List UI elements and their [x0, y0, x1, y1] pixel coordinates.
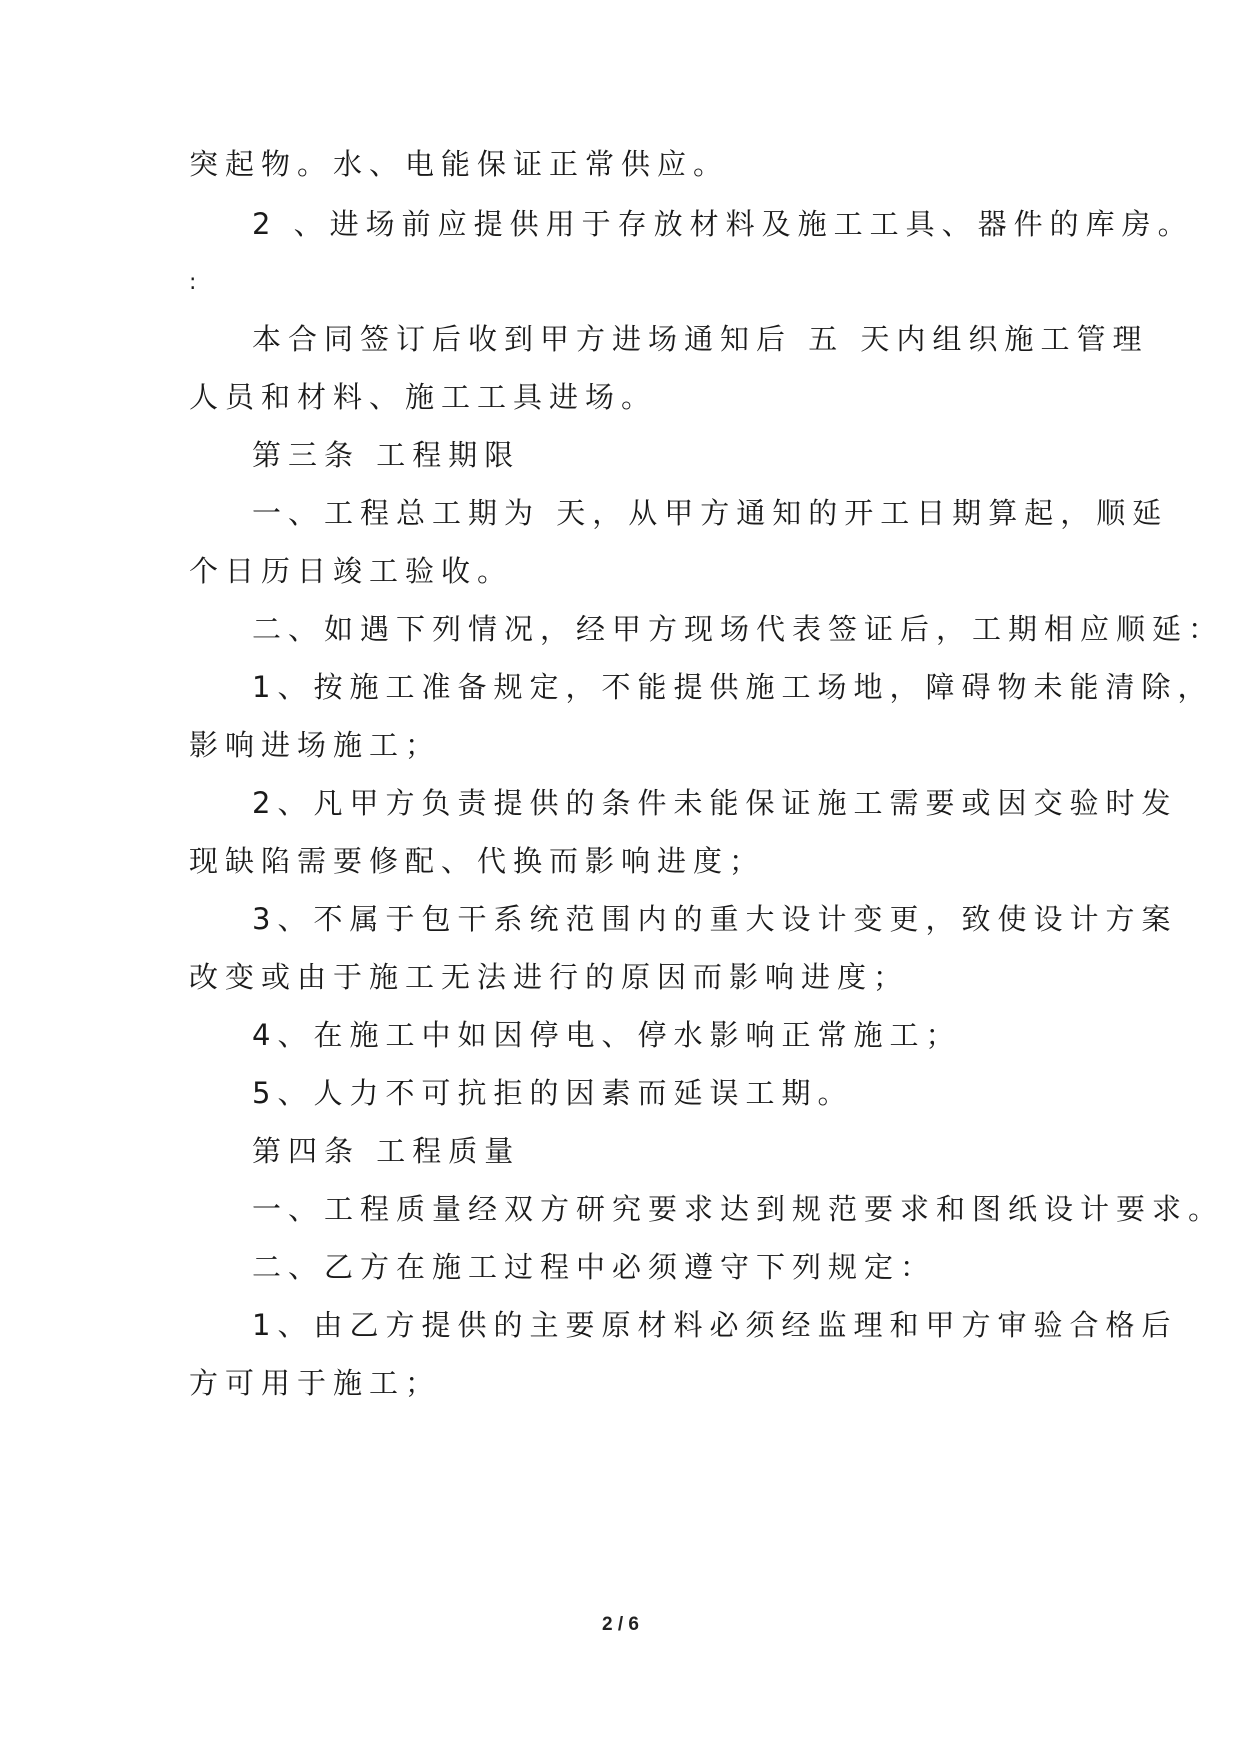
- text-line: :: [189, 270, 197, 295]
- text-line: 1、由乙方提供的主要原材料必须经监理和甲方审验合格后: [252, 1308, 1178, 1342]
- text-line: 4、在施工中如因停电、停水影响正常施工；: [252, 1018, 962, 1052]
- text-line: 二、如遇下列情况，经甲方现场代表签证后，工期相应顺延：: [252, 612, 1225, 646]
- text-line: 影响进场施工；: [189, 728, 442, 762]
- page-number: 2 / 6: [602, 1614, 639, 1635]
- text-line: 2、凡甲方负责提供的条件未能保证施工需要或因交验时发: [252, 786, 1178, 820]
- text-line: 3、不属于包干系统范围内的重大设计变更，致使设计方案: [252, 902, 1178, 936]
- text-line: 改变或由于施工无法进行的原因而影响进度；: [189, 960, 910, 994]
- text-line: 1、按施工准备规定，不能提供施工场地，障碍物未能清除，: [252, 670, 1214, 704]
- section-heading: 第四条 工程质量: [252, 1134, 521, 1168]
- text-line: 一、工程总工期为 天，从甲方通知的开工日期算起，顺延: [252, 496, 1169, 530]
- text-line: 5、人力不可抗拒的因素而延误工期。: [252, 1076, 854, 1110]
- text-line: 个日历日竣工验收。: [189, 554, 514, 588]
- text-line: 本合同签订后收到甲方进场通知后 五 天内组织施工管理: [252, 322, 1149, 356]
- section-heading: 第三条 工程期限: [252, 438, 521, 472]
- text-line: 现缺陷需要修配、代换而影响进度；: [189, 844, 766, 878]
- text-line: 2 、进场前应提供用于存放材料及施工工具、器件的库房。: [252, 207, 1194, 241]
- text-line: 一、工程质量经双方研究要求达到规范要求和图纸设计要求。: [252, 1192, 1225, 1226]
- text-line: 二、乙方在施工过程中必须遵守下列规定：: [252, 1250, 937, 1284]
- text-line: 突起物。水、电能保证正常供应。: [189, 147, 730, 181]
- text-line: 方可用于施工；: [189, 1366, 442, 1400]
- text-line: 人员和材料、施工工具进场。: [189, 380, 658, 414]
